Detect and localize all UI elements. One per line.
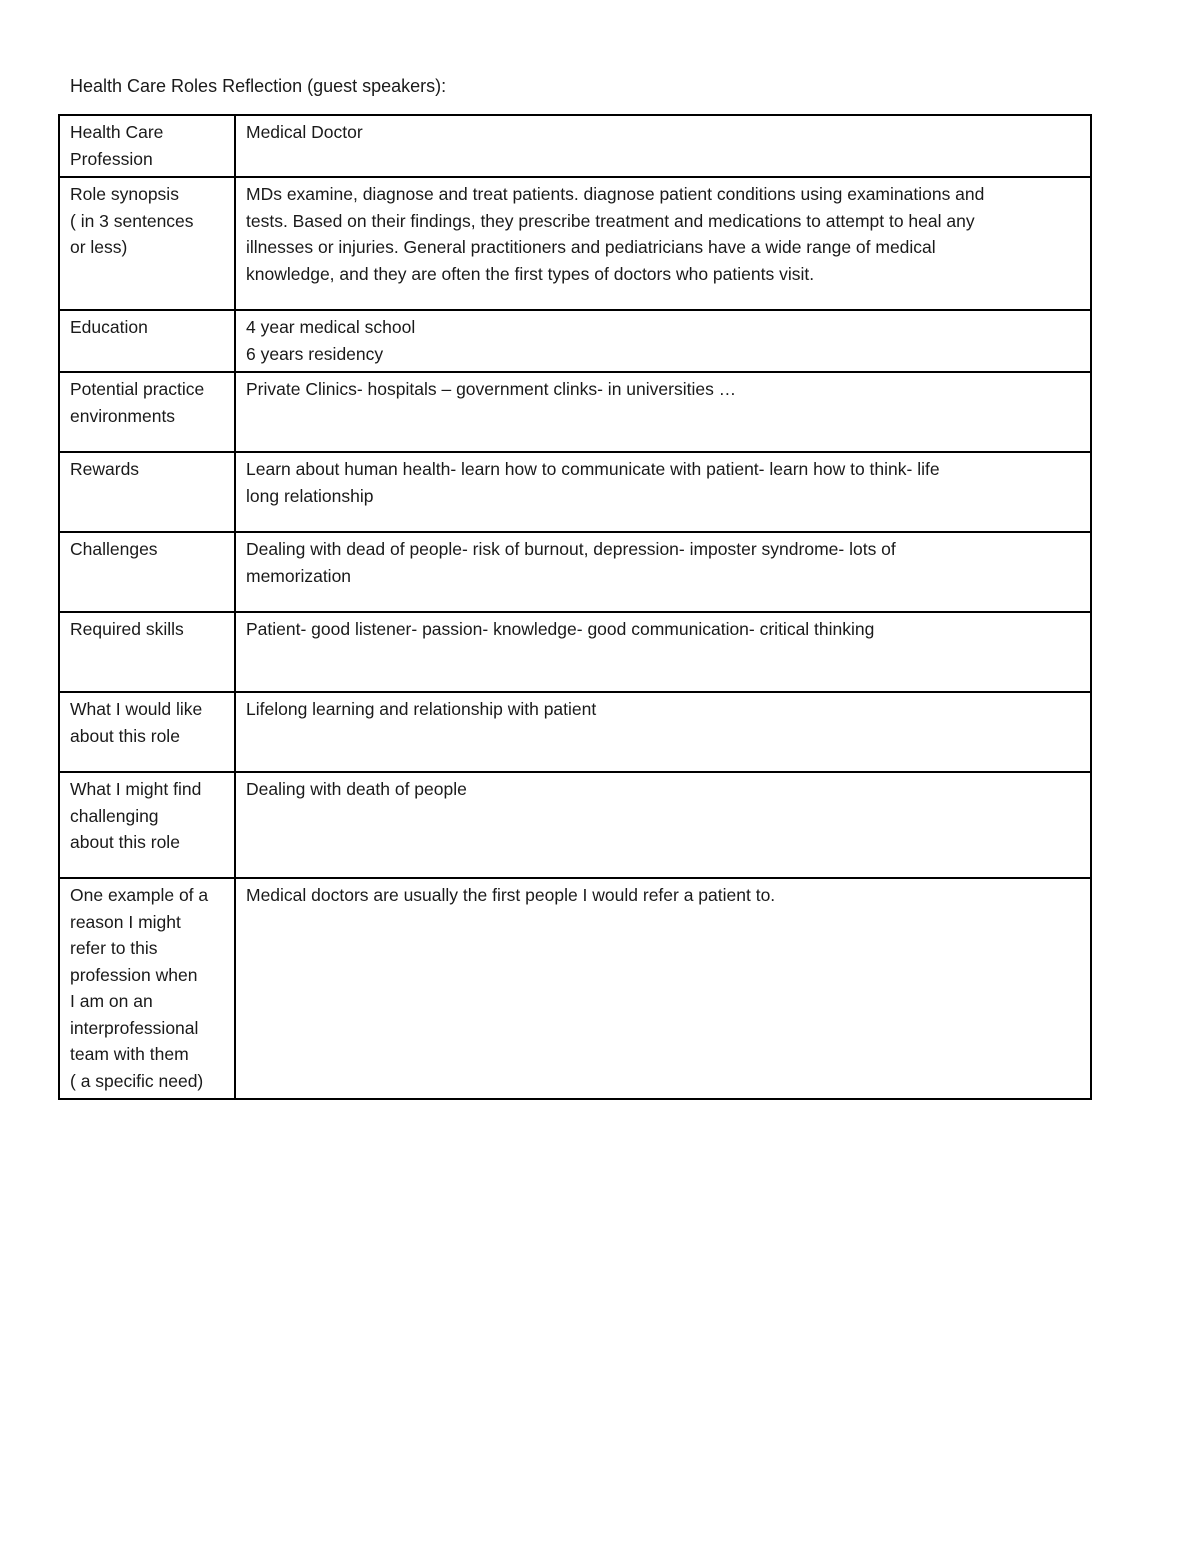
value-line: tests. Based on their findings, they prescribe treatment and medications to attempt to heal any — [246, 210, 975, 231]
label-line: Rewards — [70, 459, 140, 479]
value-line: Medical Doctor — [246, 122, 363, 142]
label-line: One example of a — [70, 885, 209, 905]
label-line: profession when — [70, 964, 198, 985]
value-line: Dealing with death of people — [246, 779, 467, 799]
value-line: illnesses or injuries. General practitioners and pediatricians have a wide range of medical — [246, 237, 936, 257]
row-label-might-find-challenging — [59, 772, 235, 878]
label-line: ( in 3 sentences — [70, 210, 194, 231]
row-value-might-find-challenging — [235, 772, 1091, 878]
row-label-challenges — [59, 532, 235, 612]
label-line: ( a specific need) — [70, 1070, 204, 1091]
row-label-role-synopsis — [59, 177, 235, 310]
row-value-education — [235, 310, 1091, 372]
reflection-table — [58, 114, 1092, 1100]
row-value-profession — [235, 115, 1091, 177]
value-line: 6 years residency — [246, 343, 384, 364]
row-value-required-skills — [235, 612, 1091, 692]
row-value-challenges — [235, 532, 1091, 612]
label-line: team with them — [70, 1044, 189, 1064]
value-line: Private Clinics- hospitals – government clinks- in universities … — [246, 379, 737, 399]
label-line: challenging — [70, 805, 159, 826]
table-row-required-skills — [59, 612, 1091, 692]
value-line: 4 year medical school — [246, 317, 416, 337]
table-row-profession — [59, 115, 1091, 177]
label-line: Health Care — [70, 122, 164, 142]
value-line: MDs examine, diagnose and treat patients. diagnose patient conditions using examinations and — [246, 184, 985, 204]
label-line: Challenges — [70, 539, 158, 559]
table-row-might-find-challenging — [59, 772, 1091, 878]
row-label-profession — [59, 115, 235, 177]
label-line: interprofessional — [70, 1017, 199, 1038]
value-line: Patient- good listener- passion- knowledge- good communication- critical thinking — [246, 619, 875, 639]
value-line: Dealing with dead of people- risk of burnout, depression- imposter syndrome- lots of — [246, 539, 896, 559]
row-value-referral-example — [235, 878, 1091, 1099]
label-line: environments — [70, 405, 176, 426]
table-row-challenges — [59, 532, 1091, 612]
row-label-education — [59, 310, 235, 372]
page-title: Health Care Roles Reflection (guest speakers): — [70, 76, 447, 96]
label-line: Required skills — [70, 619, 184, 639]
table-row-education — [59, 310, 1091, 372]
label-line: Role synopsis — [70, 184, 179, 204]
label-line: Profession — [70, 148, 153, 169]
row-label-required-skills — [59, 612, 235, 692]
label-line: Education — [70, 317, 148, 337]
label-line: reason I might — [70, 911, 181, 932]
value-line: Medical doctors are usually the first people I would refer a patient to. — [246, 885, 776, 905]
row-value-rewards — [235, 452, 1091, 532]
row-label-rewards — [59, 452, 235, 532]
table-row-practice-environments — [59, 372, 1091, 452]
label-line: What I might find — [70, 779, 202, 799]
label-line: What I would like — [70, 699, 203, 719]
label-line: refer to this — [70, 938, 158, 958]
label-line: about this role — [70, 725, 180, 746]
row-value-practice-environments — [235, 372, 1091, 452]
table-row-role-synopsis — [59, 177, 1091, 310]
row-value-role-synopsis — [235, 177, 1091, 310]
row-value-would-like — [235, 692, 1091, 772]
row-label-referral-example — [59, 878, 235, 1099]
value-line: memorization — [246, 565, 352, 586]
table-row-would-like — [59, 692, 1091, 772]
label-line: about this role — [70, 832, 180, 852]
value-line: Lifelong learning and relationship with patient — [246, 699, 597, 719]
value-line: knowledge, and they are often the first types of doctors who patients visit. — [246, 263, 815, 284]
row-label-would-like — [59, 692, 235, 772]
value-line: long relationship — [246, 485, 374, 506]
row-label-practice-environments — [59, 372, 235, 452]
table-row-rewards — [59, 452, 1091, 532]
value-line: Learn about human health- learn how to communicate with patient- learn how to think- life — [246, 459, 940, 479]
label-line: I am on an — [70, 991, 153, 1011]
label-line: or less) — [70, 237, 128, 257]
label-line: Potential practice — [70, 379, 205, 399]
table-row-referral-example — [59, 878, 1091, 1099]
